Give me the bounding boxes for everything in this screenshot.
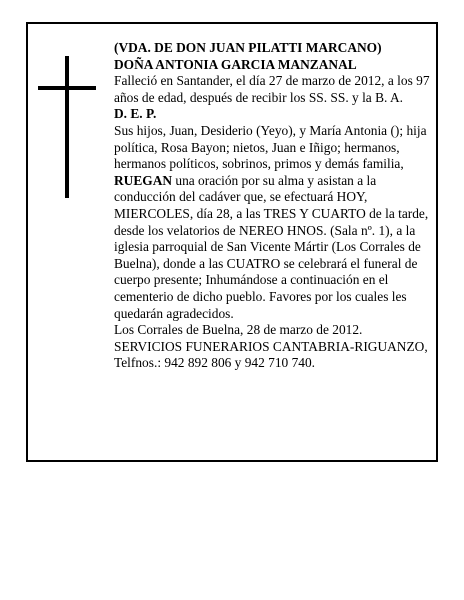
cross-horizontal-bar bbox=[38, 86, 96, 90]
notice-text bbox=[114, 40, 430, 372]
ruegan-word: RUEGAN bbox=[114, 172, 173, 188]
obituary-notice bbox=[26, 22, 438, 462]
family-list: Sus hijos, Juan, Desiderio (Yeyo), y María Antonia (); hija política, Rosa Bayon; nietos, Juan e Iñigo; hermanos, hermanos políticos, sobrinos, primos y demás familia, bbox=[114, 122, 427, 172]
cross-vertical-bar bbox=[65, 56, 69, 198]
deceased-name: DOÑA ANTONIA GARCIA MANZANAL bbox=[114, 56, 357, 72]
funeral-services: SERVICIOS FUNERARIOS CANTABRIA-RIGUANZO, Telfnos.: 942 892 806 y 942 710 740. bbox=[114, 338, 428, 371]
cross-icon bbox=[38, 56, 96, 198]
ceremony-info bbox=[114, 173, 430, 322]
place-date: Los Corrales de Buelna, 28 de marzo de 2012. bbox=[114, 322, 363, 338]
death-info: Falleció en Santander, el día 27 de marzo de 2012, a los 97 años de edad, después de recibir los SS. SS. y la B. A. bbox=[114, 73, 430, 105]
ceremony-text: una oración por su alma y asistan a la conducción del cadáver que, se efectuará HOY, MIERCOLES, día 28, a las TRES Y CUARTO de la tarde, desde los velatorios de NEREO HNOS. (Sala nº. 1), a la iglesia parroquial de San Vicente Mártir (Los Corrales de Buelna), donde a las CUATRO se celebrará el funeral de cuerpo presente; Inhumándose a continuación en el cementerio de dicho pueblo. Favores por los cuales les quedarán agradecidos. bbox=[114, 172, 429, 321]
header-widow-of: (VDA. DE DON JUAN PILATTI MARCANO) bbox=[114, 40, 382, 55]
rip-line: D. E. P. bbox=[114, 106, 157, 122]
